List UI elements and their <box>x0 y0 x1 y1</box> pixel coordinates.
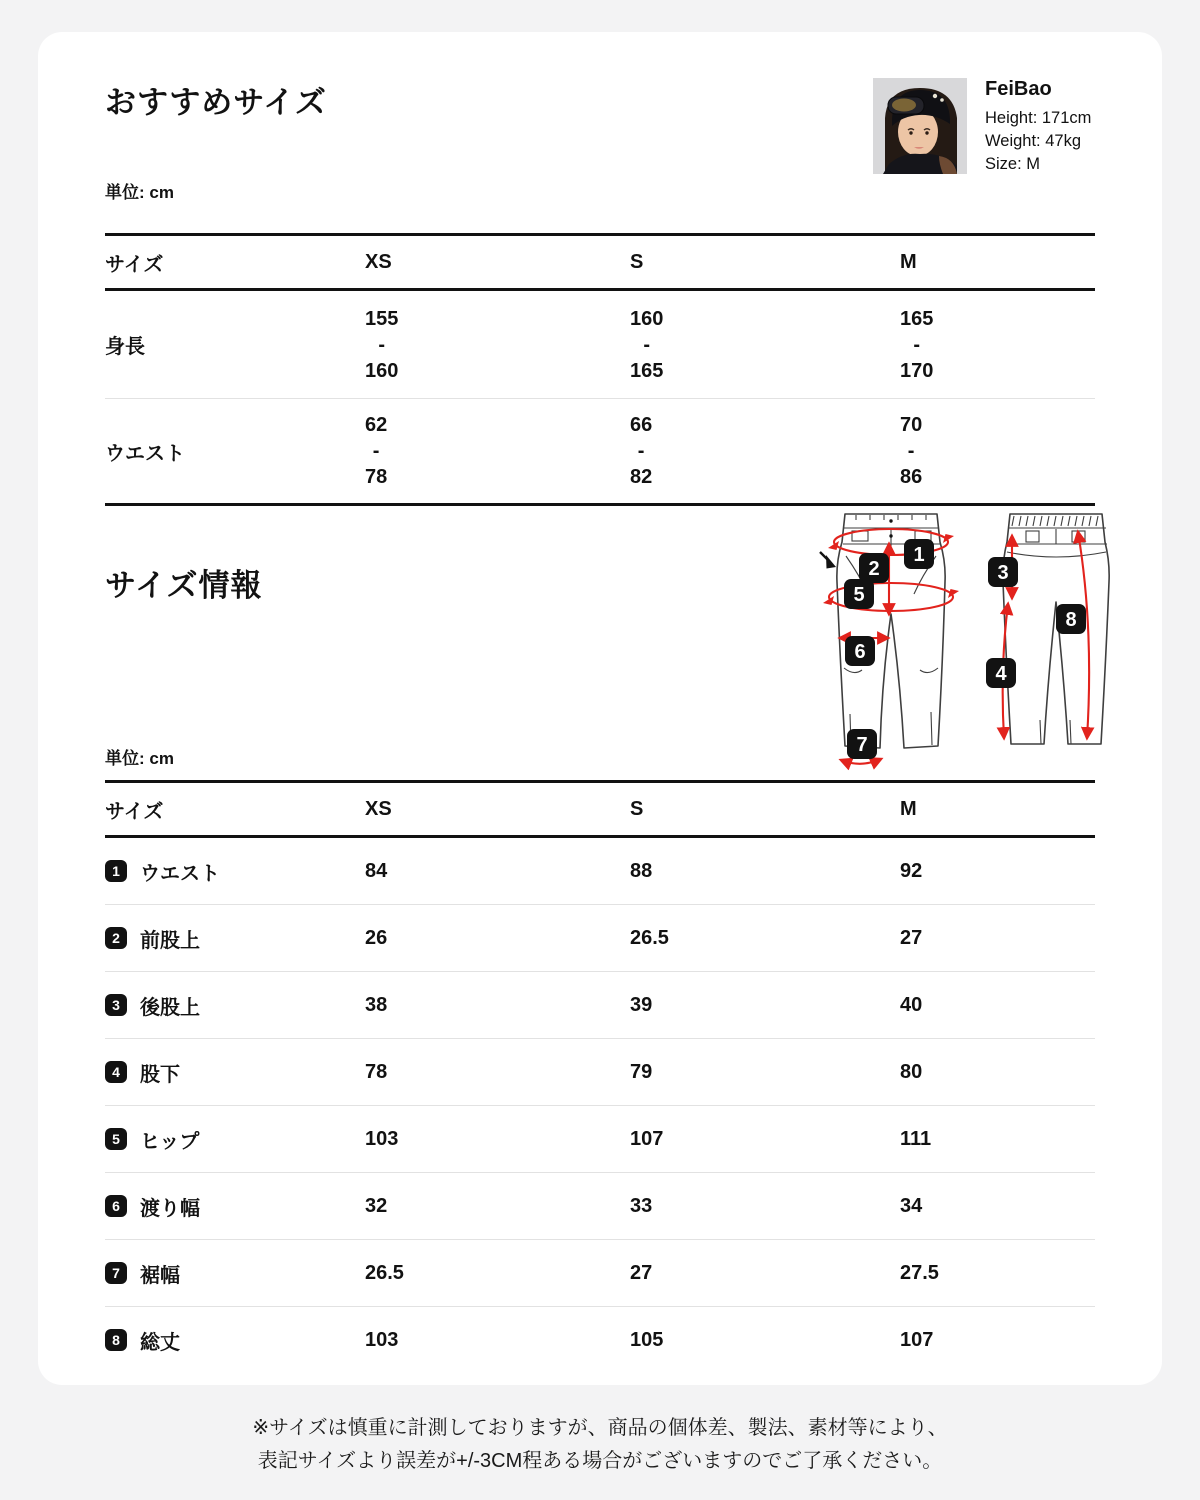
table-row-height <box>105 291 1095 399</box>
cell-xs: 103 <box>365 1328 399 1351</box>
row-label: ヒップ <box>140 1130 200 1153</box>
model-size: Size: M <box>985 155 1041 173</box>
table-header-row <box>105 236 1095 291</box>
model-height: Height: 171cm <box>985 109 1092 127</box>
size-chart-card <box>38 32 1162 1385</box>
pants-front-view <box>820 514 959 764</box>
cell-s: 39 <box>630 993 653 1016</box>
row-number-badge: 2 <box>105 927 127 949</box>
range-s: 66 - 82 <box>630 414 653 488</box>
unit-label-info: 単位: cm <box>105 749 174 768</box>
cell-m: 111 <box>900 1127 932 1150</box>
col-header-m: M <box>900 250 917 273</box>
cell-m: 40 <box>900 993 923 1016</box>
col-header-xs: XS <box>365 797 392 820</box>
model-photo <box>873 78 967 174</box>
cell-xs: 103 <box>365 1127 399 1150</box>
table-row <box>105 1240 1095 1307</box>
model-weight: Weight: 47kg <box>985 132 1082 150</box>
col-header-s: S <box>630 797 644 820</box>
measurement-table <box>105 780 1095 1373</box>
col-header-size: サイズ <box>105 253 164 276</box>
cell-s: 33 <box>630 1194 653 1217</box>
badge-6: 6 <box>854 641 866 663</box>
row-label: 裾幅 <box>140 1264 180 1287</box>
col-header-m: M <box>900 797 917 820</box>
cell-m: 92 <box>900 859 923 882</box>
pants-back-view <box>1003 514 1109 744</box>
badge-7: 7 <box>856 734 868 756</box>
cell-xs: 26 <box>365 926 388 949</box>
table-row <box>105 1039 1095 1106</box>
cell-s: 79 <box>630 1060 653 1083</box>
col-header-xs: XS <box>365 250 392 273</box>
row-label: 渡り幅 <box>140 1197 200 1220</box>
row-number-badge: 5 <box>105 1128 127 1150</box>
disclaimer <box>0 1412 1200 1478</box>
row-number-badge: 8 <box>105 1329 127 1351</box>
table-header-row <box>105 783 1095 838</box>
row-number-badge: 6 <box>105 1195 127 1217</box>
table-row <box>105 905 1095 972</box>
cell-xs: 84 <box>365 859 388 882</box>
cell-m: 27 <box>900 926 923 949</box>
range-m: 70 - 86 <box>900 414 923 488</box>
model-name: FeiBao <box>985 78 1052 100</box>
row-label: 前股上 <box>140 929 200 952</box>
range-xs: 62 - 78 <box>365 414 388 488</box>
disclaimer-line-1: ※サイズは慎重に計測しておりますが、商品の個体差、製法、素材等により、 <box>252 1417 948 1439</box>
cell-m: 34 <box>900 1194 923 1217</box>
cell-m: 27.5 <box>900 1261 939 1284</box>
row-number-badge: 3 <box>105 994 127 1016</box>
col-header-s: S <box>630 250 644 273</box>
col-header-size: サイズ <box>105 800 164 823</box>
row-label: ウエスト <box>140 862 220 885</box>
table-row-waist <box>105 399 1095 503</box>
cell-xs: 26.5 <box>365 1261 404 1284</box>
cell-s: 105 <box>630 1328 664 1351</box>
row-label: ウエスト <box>105 442 185 465</box>
cell-m: 80 <box>900 1060 923 1083</box>
cell-s: 107 <box>630 1127 664 1150</box>
model-photo-image <box>873 78 967 174</box>
table-row <box>105 1106 1095 1173</box>
cell-xs: 32 <box>365 1194 388 1217</box>
cell-xs: 78 <box>365 1060 388 1083</box>
model-info <box>985 78 1091 176</box>
range-m: 165 - 170 <box>900 307 934 382</box>
pants-measurement-diagram <box>800 498 1110 776</box>
unit-label-recommended: 単位: cm <box>105 183 174 202</box>
row-number-badge: 4 <box>105 1061 127 1083</box>
cell-s: 88 <box>630 859 653 882</box>
cell-m: 107 <box>900 1328 934 1351</box>
cell-s: 27 <box>630 1261 653 1284</box>
section-title-size-info: サイズ情報 <box>105 568 263 603</box>
zipper-pull-icon <box>820 552 836 569</box>
badge-3: 3 <box>997 562 1009 584</box>
table-row <box>105 972 1095 1039</box>
recommended-size-table <box>105 233 1095 506</box>
badge-4: 4 <box>995 663 1007 685</box>
row-label: 身長 <box>105 336 145 358</box>
cell-xs: 38 <box>365 993 388 1016</box>
row-number-badge: 7 <box>105 1262 127 1284</box>
row-label: 総丈 <box>140 1331 180 1354</box>
range-xs: 155 - 160 <box>365 307 399 382</box>
badge-5: 5 <box>853 584 865 606</box>
section-title-recommended: おすすめサイズ <box>105 85 327 120</box>
row-label: 後股上 <box>140 996 200 1019</box>
row-number-badge: 1 <box>105 860 127 882</box>
row-label: 股下 <box>140 1063 180 1086</box>
range-s: 160 - 165 <box>630 307 664 382</box>
table-row <box>105 1173 1095 1240</box>
badge-2: 2 <box>868 558 880 580</box>
table-row <box>105 838 1095 905</box>
badge-8: 8 <box>1065 609 1077 631</box>
disclaimer-line-2: 表記サイズより誤差が+/-3CM程ある場合がございますのでご了承ください。 <box>257 1450 943 1472</box>
table-row <box>105 1307 1095 1373</box>
badge-1: 1 <box>913 544 925 566</box>
cell-s: 26.5 <box>630 926 669 949</box>
